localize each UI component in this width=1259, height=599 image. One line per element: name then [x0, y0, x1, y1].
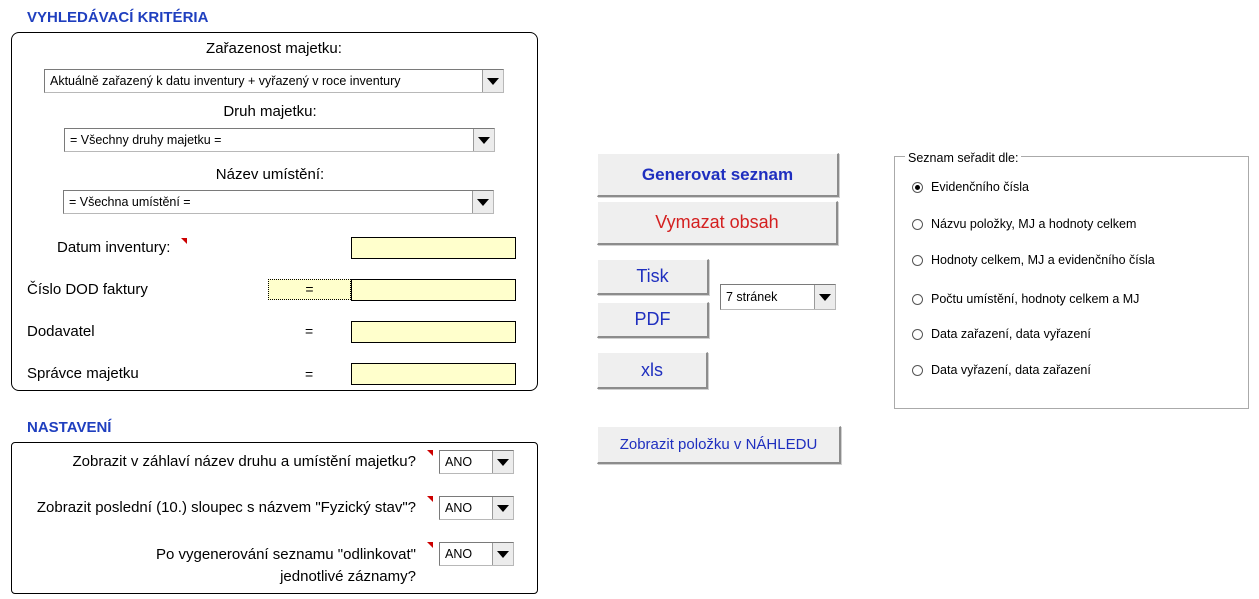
chevron-down-icon[interactable]	[814, 285, 835, 309]
settings-q2: Zobrazit poslední (10.) sloupec s názvem "Fyzický stav"?	[36, 499, 416, 516]
dod-input[interactable]	[351, 279, 516, 301]
chevron-down-icon[interactable]	[472, 191, 493, 213]
umisteni-value: = Všechna umístění =	[69, 195, 191, 209]
comment-marker-icon	[181, 238, 187, 244]
xls-button[interactable]: xls	[597, 352, 708, 389]
sort-option-label: Názvu položky, MJ a hodnoty celkem	[931, 217, 1137, 231]
settings-q1-select[interactable]	[439, 450, 514, 474]
pages-value: 7 stránek	[726, 290, 778, 304]
preview-button[interactable]: Zobrazit položku v NÁHLEDU	[597, 426, 841, 464]
zarazenost-value: Aktuálně zařazený k datu inventury + vyřazený v roce inventury	[50, 74, 401, 88]
settings-q3-line1: Po vygenerování seznamu "odlinkovat"	[156, 546, 416, 563]
pdf-button[interactable]: PDF	[597, 302, 709, 338]
chevron-down-icon[interactable]	[492, 451, 513, 473]
radio-icon[interactable]	[912, 294, 923, 305]
dodavatel-label: Dodavatel	[27, 323, 95, 340]
radio-icon[interactable]	[912, 255, 923, 266]
settings-section-title: NASTAVENÍ	[27, 419, 112, 436]
spravce-operator: =	[305, 366, 314, 382]
settings-q3-select[interactable]	[439, 542, 514, 566]
chevron-down-icon[interactable]	[482, 70, 503, 92]
sort-option-evidencniho-cisla[interactable]	[912, 180, 1029, 194]
spravce-input[interactable]	[351, 363, 516, 385]
sort-option-data-vyrazeni[interactable]	[912, 363, 1091, 377]
comment-marker-icon	[427, 542, 433, 548]
sort-legend: Seznam seřadit dle:	[905, 151, 1021, 165]
radio-icon[interactable]	[912, 219, 923, 230]
druh-select[interactable]	[64, 128, 495, 152]
settings-q3-value: ANO	[445, 547, 473, 561]
radio-checked-icon[interactable]	[912, 182, 923, 193]
settings-q2-value: ANO	[445, 501, 473, 515]
dod-label: Číslo DOD faktury	[27, 281, 148, 298]
settings-q1: Zobrazit v záhlaví název druhu a umístění majetku?	[72, 453, 416, 470]
print-button[interactable]: Tisk	[597, 259, 709, 295]
settings-q2-select[interactable]	[439, 496, 514, 520]
datum-label: Datum inventury:	[57, 239, 171, 256]
sort-option-data-zarazeni[interactable]	[912, 327, 1091, 341]
generate-button[interactable]: Generovat seznam	[597, 153, 839, 197]
sort-option-label: Data zařazení, data vyřazení	[931, 327, 1091, 341]
umisteni-label: Název umístění:	[215, 166, 325, 183]
search-section-title: VYHLEDÁVACÍ KRITÉRIA	[27, 9, 209, 26]
sort-option-label: Počtu umístění, hodnoty celkem a MJ	[931, 292, 1140, 306]
sort-option-hodnoty-celkem[interactable]	[912, 253, 1155, 267]
clear-button[interactable]: Vymazat obsah	[597, 201, 838, 245]
sort-option-nazvu-polozky[interactable]	[912, 217, 1136, 231]
comment-marker-icon	[427, 450, 433, 456]
chevron-down-icon[interactable]	[492, 497, 513, 519]
druh-value: = Všechny druhy majetku =	[70, 133, 222, 147]
zarazenost-label: Zařazenost majetku:	[206, 40, 342, 57]
datum-input[interactable]	[351, 237, 516, 259]
zarazenost-select[interactable]	[44, 69, 504, 93]
sort-option-label: Data vyřazení, data zařazení	[931, 363, 1091, 377]
chevron-down-icon[interactable]	[492, 543, 513, 565]
chevron-down-icon[interactable]	[473, 129, 494, 151]
sort-option-poctu-umisteni[interactable]	[912, 292, 1139, 306]
druh-label: Druh majetku:	[223, 103, 317, 120]
dod-operator[interactable]: =	[268, 279, 351, 300]
sort-option-label: Evidenčního čísla	[931, 180, 1029, 194]
umisteni-select[interactable]	[63, 190, 494, 214]
spravce-label: Správce majetku	[27, 365, 139, 382]
sort-option-label: Hodnoty celkem, MJ a evidenčního čísla	[931, 253, 1155, 267]
radio-icon[interactable]	[912, 329, 923, 340]
comment-marker-icon	[427, 496, 433, 502]
settings-q1-value: ANO	[445, 455, 473, 469]
radio-icon[interactable]	[912, 365, 923, 376]
settings-q3-line2: jednotlivé záznamy?	[280, 568, 416, 585]
dodavatel-input[interactable]	[351, 321, 516, 343]
pages-select[interactable]	[720, 284, 836, 310]
dodavatel-operator: =	[305, 323, 314, 339]
